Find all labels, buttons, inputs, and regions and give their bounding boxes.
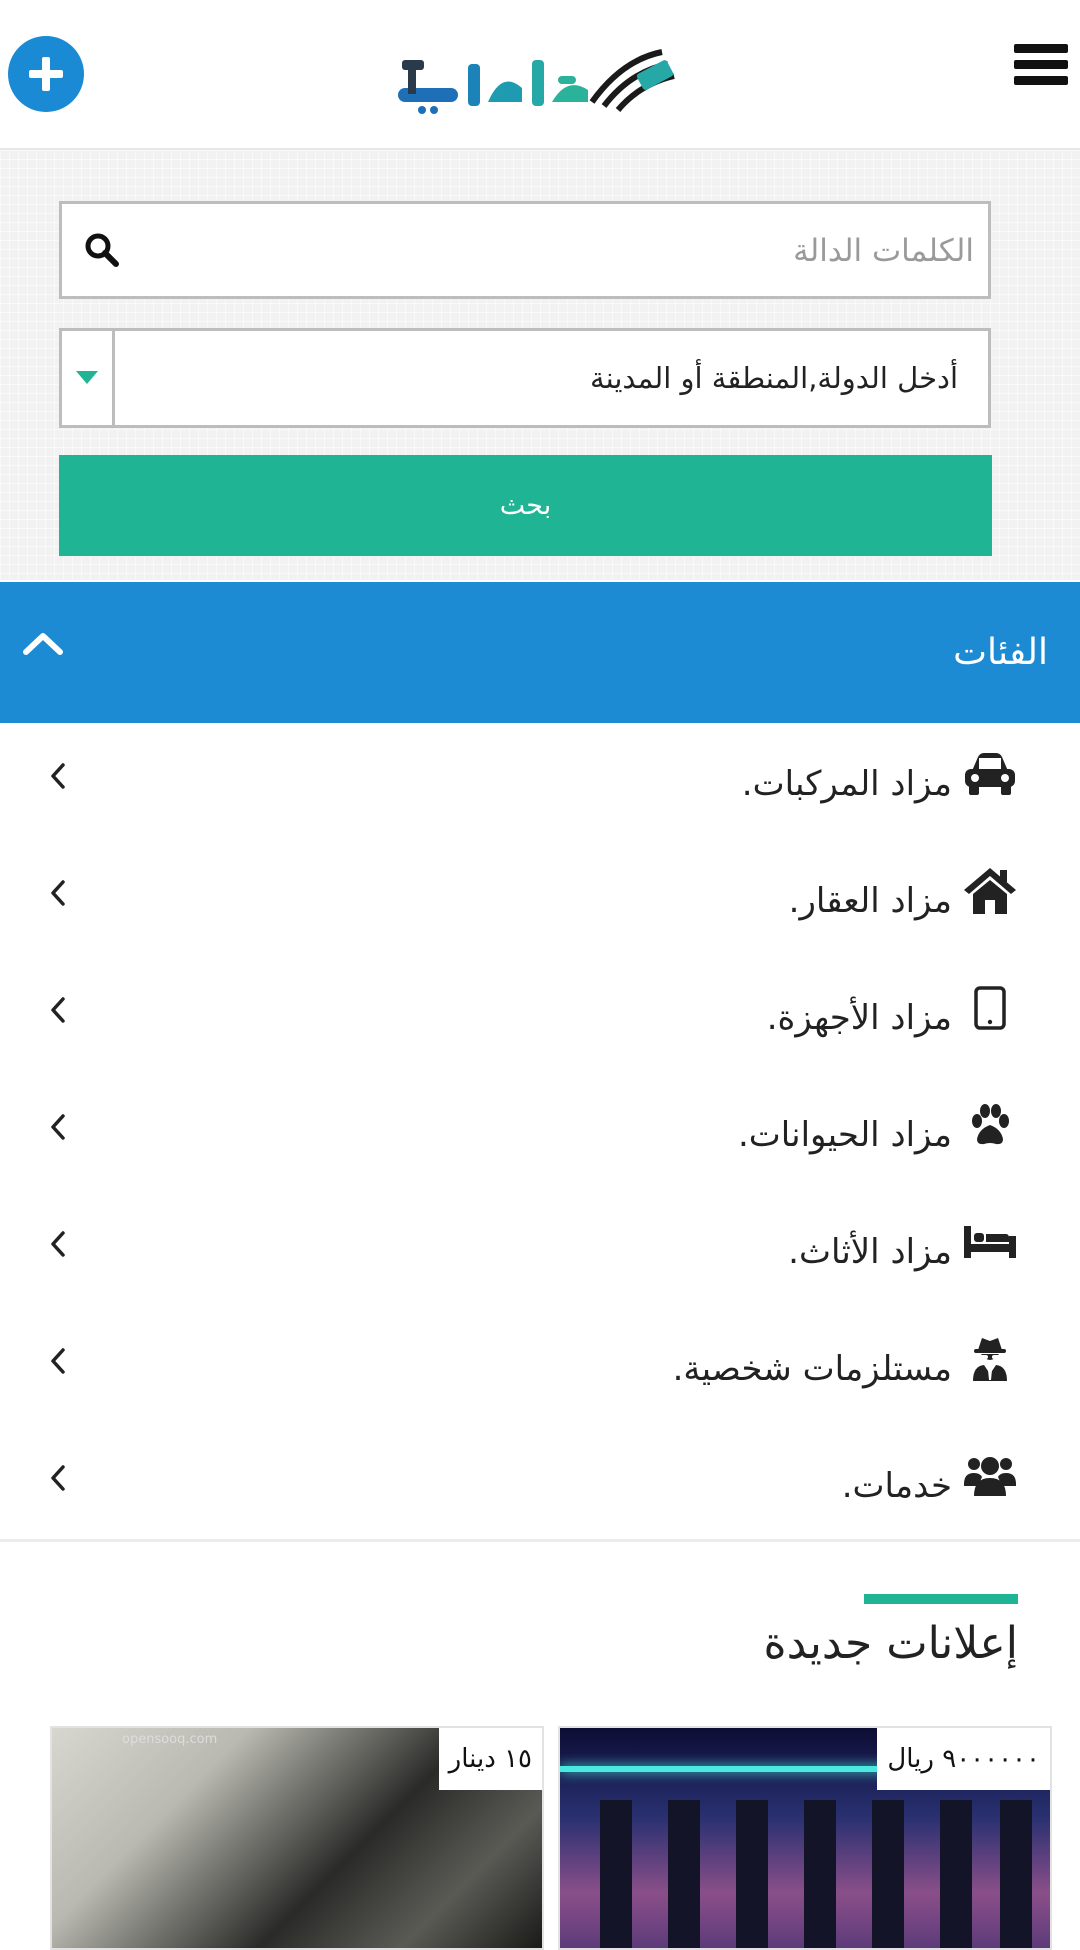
car-icon [960, 744, 1020, 804]
hamburger-icon [1014, 44, 1068, 53]
ad-image-watermark: opensooq.com [122, 1732, 218, 1747]
categories-header[interactable] [0, 582, 1080, 723]
category-label: مزاد الأجهزة. [766, 998, 952, 1038]
keywords-field-wrapper [59, 201, 991, 299]
location-dropdown-toggle[interactable] [62, 331, 115, 425]
chevron-up-icon[interactable] [22, 628, 64, 658]
category-label: مزاد الأثاث. [788, 1232, 952, 1272]
new-ads-title: إعلانات جديدة [763, 1618, 1018, 1669]
chevron-left-icon[interactable] [48, 995, 68, 1025]
category-item-furniture[interactable] [0, 1192, 1080, 1309]
paw-icon [960, 1095, 1020, 1155]
section-accent-bar [864, 1594, 1018, 1604]
logo-gavel-mark [592, 52, 674, 110]
location-select[interactable] [59, 328, 991, 428]
categories-title: الفئات [953, 632, 1048, 673]
chevron-left-icon[interactable] [48, 878, 68, 908]
keywords-input[interactable] [142, 204, 976, 298]
caret-down-icon [76, 371, 98, 385]
chevron-left-icon[interactable] [48, 1229, 68, 1259]
ad-price: ٩٠٠٠٠٠٠ ريال [877, 1728, 1050, 1790]
category-label: خدمات. [841, 1466, 952, 1506]
search-icon[interactable] [84, 232, 120, 268]
add-listing-button[interactable] [8, 36, 84, 112]
users-icon [960, 1446, 1020, 1506]
category-label: مزاد العقار. [788, 881, 952, 921]
chevron-left-icon[interactable] [48, 761, 68, 791]
site-logo[interactable] [392, 40, 692, 122]
category-item-personal-items[interactable] [0, 1309, 1080, 1426]
search-button[interactable]: بحث [59, 455, 992, 556]
chevron-left-icon[interactable] [48, 1463, 68, 1493]
bed-icon [960, 1212, 1020, 1272]
home-icon [960, 861, 1020, 921]
location-select-text: أدخل الدولة,المنطقة أو المدينة [590, 361, 958, 395]
user-secret-icon [960, 1329, 1020, 1389]
chevron-left-icon[interactable] [48, 1112, 68, 1142]
hamburger-menu-button[interactable] [1014, 44, 1068, 92]
category-label: مستلزمات شخصية. [672, 1349, 952, 1389]
category-label: مزاد المركبات. [741, 764, 952, 804]
ad-card-tire[interactable] [50, 1726, 544, 1950]
top-bar [0, 0, 1080, 150]
category-item-animals[interactable] [0, 1075, 1080, 1192]
category-item-vehicles[interactable] [0, 724, 1080, 841]
ad-card-building[interactable] [558, 1726, 1052, 1950]
plus-circle-icon [26, 54, 66, 94]
search-panel [0, 150, 1080, 580]
category-label: مزاد الحيوانات. [737, 1115, 952, 1155]
section-divider [0, 1539, 1080, 1542]
chevron-left-icon[interactable] [48, 1346, 68, 1376]
category-item-services[interactable] [0, 1426, 1080, 1543]
category-item-real-estate[interactable] [0, 841, 1080, 958]
logo-wordmark [398, 60, 588, 114]
categories-list [0, 724, 1080, 1543]
ad-price: ١٥ دينار [439, 1728, 542, 1790]
category-item-devices[interactable] [0, 958, 1080, 1075]
tablet-icon [960, 978, 1020, 1038]
